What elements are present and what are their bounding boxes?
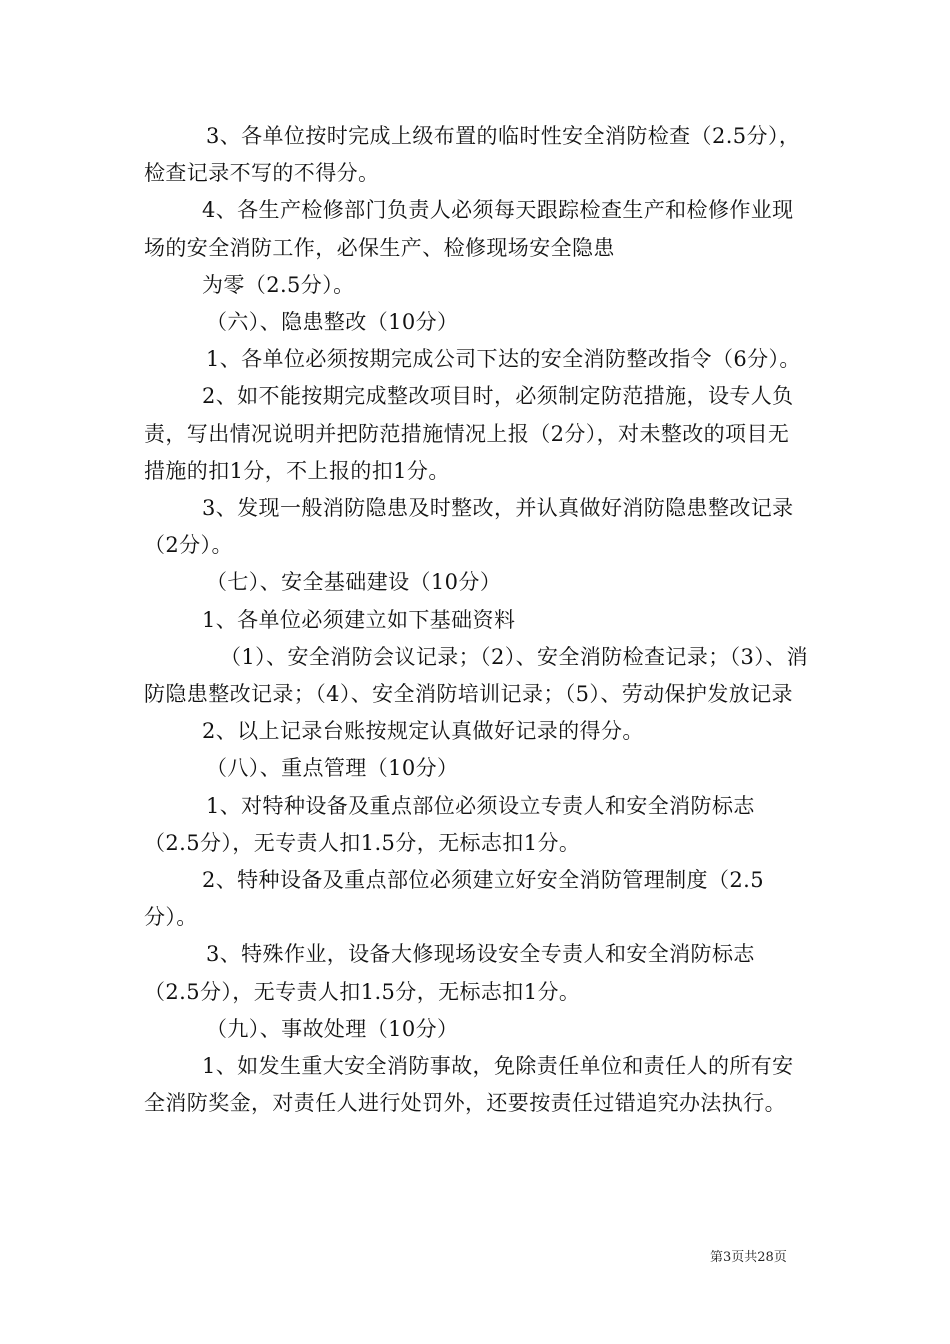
section-heading-7: （七）、安全基础建设（10分） — [206, 570, 502, 595]
paragraph-records-list: （1）、安全消防会议记录；（2）、安全消防检查记录；（3）、消防隐患整改记录；（4）、安全消防培训记录；（5）、劳动保护发放记录 — [144, 644, 808, 707]
document-body — [144, 118, 808, 1122]
paragraph-key-management-2: 2、特种设备及重点部位必须建立好安全消防管理制度（2.5分）。 — [144, 868, 764, 930]
paragraph-item-4-daily-inspection: 4、各生产检修部门负责人必须每天跟踪检查生产和检修作业现场的安全消防工作，必保生产、检修现场安全隐患 — [144, 198, 794, 260]
paragraph-key-management-3: 3、特殊作业，设备大修现场设安全专责人和安全消防标志（2.5分），无专责人扣1.5分，无标志扣1分。 — [144, 942, 755, 1004]
paragraph-rectification-3: 3、发现一般消防隐患及时整改，并认真做好消防隐患整改记录（2分）。 — [144, 496, 794, 558]
paragraph-rectification-2: 2、如不能按期完成整改项目时，必须制定防范措施，设专人负责，写出情况说明并把防范措施情况上报（2分），对未整改的项目无措施的扣1分，不上报的扣1分。 — [144, 384, 794, 483]
paragraph-foundation-2: 2、以上记录台账按规定认真做好记录的得分。 — [202, 719, 644, 744]
paragraph-continuation: 为零（2.5分）。 — [202, 272, 355, 297]
section-heading-9: （九）、事故处理（10分） — [206, 1016, 459, 1041]
paragraph-rectification-1: 1、各单位必须按期完成公司下达的安全消防整改指令（6分）。 — [206, 347, 801, 372]
paragraph-accident-1: 1、如发生重大安全消防事故，免除责任单位和责任人的所有安全消防奖金，对责任人进行处罚外，还要按责任过错追究办法执行。 — [144, 1054, 794, 1116]
section-heading-8: （八）、重点管理（10分） — [206, 756, 459, 781]
paragraph-item-3-checks: 3、各单位按时完成上级布置的临时性安全消防检查（2.5分），检查记录不写的不得分。 — [144, 124, 801, 186]
paragraph-key-management-1: 1、对特种设备及重点部位必须设立专责人和安全消防标志（2.5分），无专责人扣1.5分，无标志扣1分。 — [144, 793, 755, 855]
section-heading-6: （六）、隐患整改（10分） — [206, 310, 459, 335]
paragraph-foundation-1: 1、各单位必须建立如下基础资料 — [202, 607, 516, 632]
page-number-footer: 第3页共28页 — [710, 1250, 787, 1265]
